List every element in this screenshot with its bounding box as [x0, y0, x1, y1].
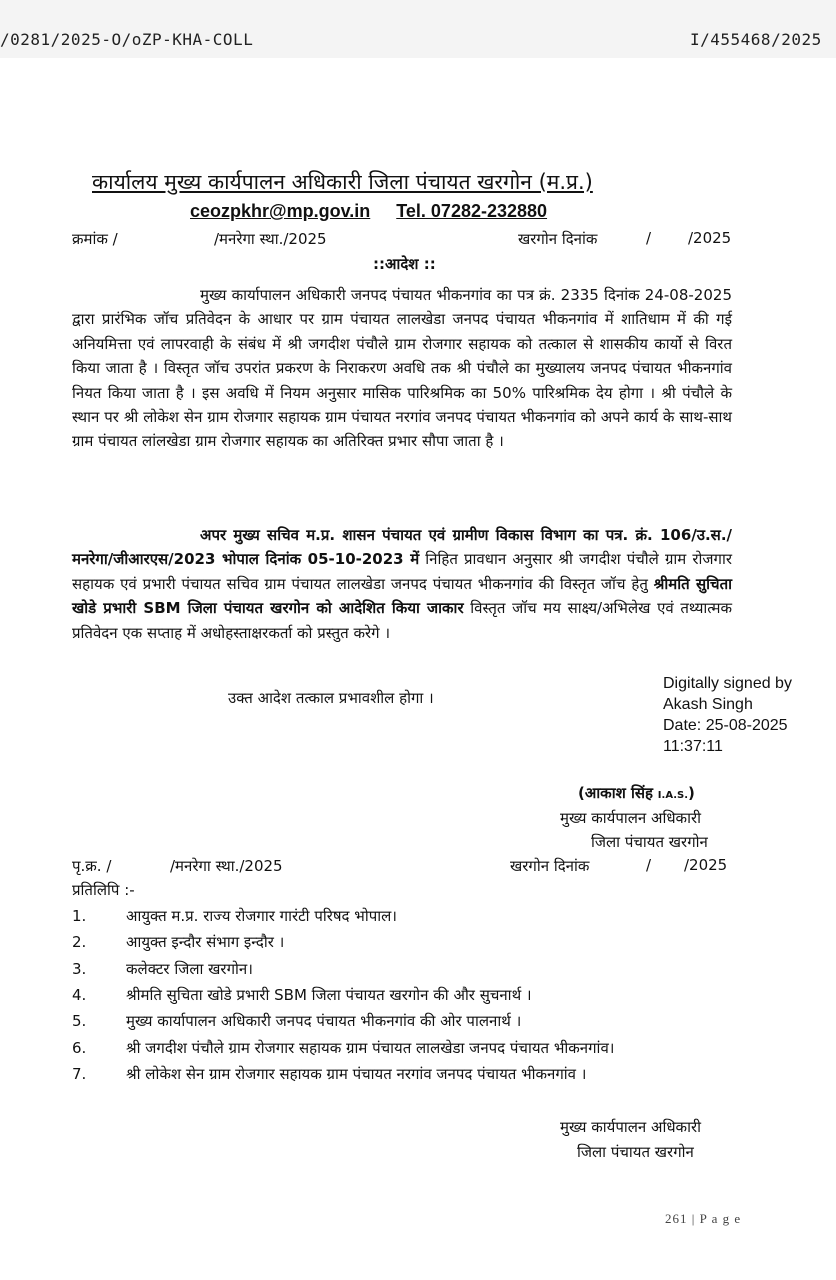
endorsement-number-label: पृ.क्र. / [72, 857, 112, 875]
effective-statement: उक्त आदेश तत्काल प्रभावशील होगा । [228, 689, 434, 707]
order-place-date: खरगोन दिनांक [518, 230, 598, 248]
copy-list-text: श्री लोकेश सेन ग्राम रोजगार सहायक ग्राम पंचायत नरगांव जनपद पंचायत भीकनगांव । [126, 1064, 587, 1083]
copy-list-item [72, 1011, 521, 1031]
paragraph-2-text-b: विस्तृत जॉच मय साक्ष्य/अभिलेख एवं तथ्यात्मक प्रतिवेदन एक सप्ताह में अधोहस्ताक्षरकर्ता को प्रस्तुत करेगे । [72, 599, 732, 642]
email-link[interactable]: ceozpkhr@mp.gov.in [190, 201, 371, 221]
copy-list-text: कलेक्टर जिला खरगोन। [126, 959, 253, 978]
copy-list-item [72, 985, 532, 1005]
copy-list-text: आयुक्त इन्दौर संभाग इन्दौर । [126, 933, 285, 952]
copy-list-number: 6. [72, 1038, 87, 1057]
copy-list-item [72, 932, 284, 952]
copy-list-number: 3. [72, 959, 87, 978]
telephone: Tel. 07282-232880 [396, 201, 548, 221]
contact-line [190, 201, 547, 222]
digital-signature-time: 11:37:11 [663, 738, 723, 755]
order-dept-ref: /मनरेगा स्था./2025 [214, 230, 327, 248]
digital-signature-name: Akash Singh [663, 696, 753, 713]
copy-list-item [72, 959, 253, 979]
file-reference-left: /0281/2025-O/oZP-KHA-COLL [0, 30, 254, 49]
endorsement-place-date: खरगोन दिनांक [510, 857, 590, 875]
footer-designation: मुख्य कार्यपालन अधिकारी [560, 1118, 701, 1136]
order-year: /2025 [688, 229, 732, 247]
endorsement-dept-ref: /मनरेगा स्था./2025 [170, 857, 283, 875]
copy-list-text: श्रीमति सुचिता खोडे प्रभारी SBM जिला पंचायत खरगोन की और सुचनार्थ । [126, 985, 532, 1004]
copy-list-text: श्री जगदीश पंचौले ग्राम रोजगार सहायक ग्राम पंचायत लालखेडा जनपद पंचायत भीकनगांव। [126, 1038, 615, 1057]
order-date-slash: / [646, 229, 652, 247]
digital-signature-block [663, 673, 792, 757]
copy-list-text: आयुक्त म.प्र. राज्य रोजगार गारंटी परिषद भोपाल। [126, 907, 397, 925]
copy-list-text: मुख्य कार्यापालन अधिकारी जनपद पंचायत भीकनगांव की ओर पालनार्थ । [126, 1012, 522, 1031]
copy-list-item [72, 1038, 614, 1058]
signatory-name: (आकाश सिंह I.A.S.) [578, 784, 695, 802]
order-number-label: क्रमांक / [72, 230, 118, 248]
order-heading: ::आदेश :: [373, 255, 436, 273]
digital-signature-date: Date: 25-08-2025 [663, 717, 788, 734]
copy-list-number: 7. [72, 1064, 87, 1083]
copy-list-number: 4. [72, 985, 87, 1004]
page-number: 261 | P a g e [665, 1211, 742, 1226]
copy-list-number: 5. [72, 1012, 87, 1031]
letter-reference-bold: अपर मुख्य सचिव म.प्र. शासन पंचायत एवं ग्रामीण विकास विभाग का पत्र. क्रं. 106/उ.स./मनरेगा/जीआरएस/2023 भोपाल दिनांक 05-10-2023 में [72, 526, 732, 569]
signatory-suffix: I.A.S. [657, 790, 689, 801]
top-reference-bar [0, 0, 836, 58]
paragraph-2-text-a: निहित प्रावधान अनुसार श्री जगदीश पंचौले ग्राम रोजगार सहायक एवं प्रभारी पंचायत सचिव ग्राम पंचायत लालखेडा जनपद पंचायत भीकनगांव की विस्तृत जॉच हेतु [72, 550, 732, 593]
copy-list-number: 2. [72, 933, 87, 952]
footer-office: जिला पंचायत खरगोन [577, 1143, 694, 1161]
copy-to-label: प्रतिलिपि :- [72, 881, 135, 899]
order-paragraph-2 [72, 523, 732, 645]
copy-list-item [72, 1064, 586, 1084]
copy-list-item [72, 906, 397, 926]
signatory-office: जिला पंचायत खरगोन [591, 833, 708, 851]
file-reference-right: I/455468/2025 [690, 30, 822, 49]
office-title: कार्यालय मुख्य कार्यपालन अधिकारी जिला पंचायत खरगोन (म.प्र.) [92, 170, 593, 194]
officer-assignment-bold: श्रीमति सुचिता खोडे प्रभारी SBM जिला पंचायत खरगोन को आदेशित किया जाकार [72, 574, 732, 618]
copy-list-number: 1. [72, 907, 87, 925]
endorsement-date-slash: / [646, 856, 652, 874]
order-paragraph-1: मुख्य कार्यापालन अधिकारी जनपद पंचायत भीकनगांव का पत्र क्रं. 2335 दिनांक 24-08-2025 द्वारा प्रारंभिक जॉच प्रतिवेदन के आधार पर ग्राम पंचायत लालखेडा जनपद पंचायत भीकनगांव में शातिधाम में की गई अनियमित्ता एवं लापरवाही के संबंध में श्री जगदीश पंचौले ग्राम रोजगार सहायक को तत्काल से शासकीय कार्यो से विरत किया जाता है । विस्तृत जॉच उपरांत प्रकरण के निराकरण अवधि तक श्री पंचौले का मुख्यालय जनपद पंचायत भीकनगांव नियत किया जाता है । इस अवधि में नियम अनुसार मासिक पारिश्रमिक का 50% पारिश्रमिक देय होगा । श्री पंचौले के स्थान पर श्री लोकेश सेन ग्राम रोजगार सहायक ग्राम पंचायत नरगांव जनपद पंचायत भीकनगांव को अपने कार्य के साथ-साथ ग्राम पंचायत लांलखेडा ग्राम रोजगार सहायक का अतिरिक्त प्रभार सौपा जाता है । [72, 286, 732, 451]
endorsement-year: /2025 [684, 856, 728, 874]
digital-signature-line-1: Digitally signed by [663, 675, 792, 692]
signatory-designation: मुख्य कार्यपालन अधिकारी [560, 809, 701, 827]
